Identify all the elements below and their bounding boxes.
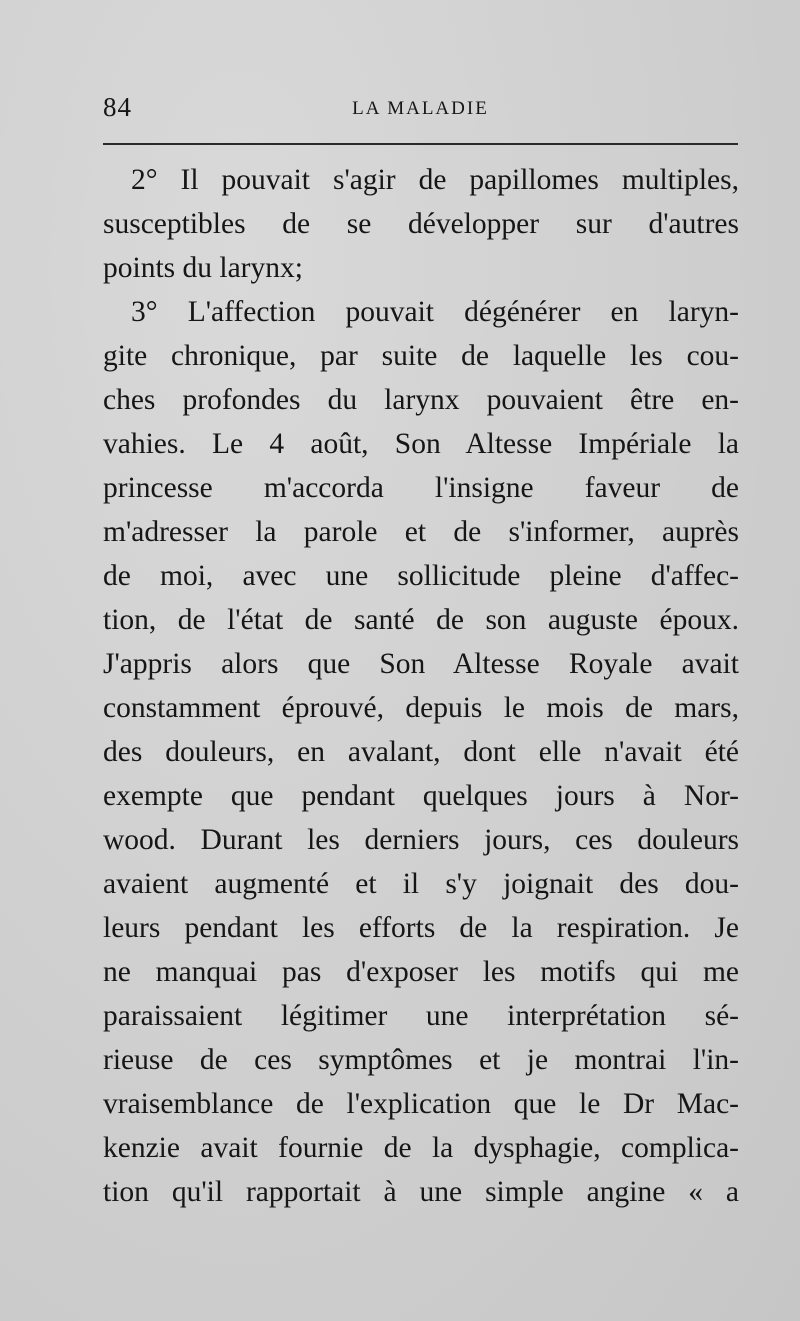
text-line: ches profondes du larynx pouvaient être en- <box>103 384 739 416</box>
text-line: leurs pendant les efforts de la respiration. Je <box>103 912 739 944</box>
text-line: tion qu'il rapportait à une simple angine « a <box>103 1176 739 1208</box>
text-line: tion, de l'état de santé de son auguste époux. <box>103 604 739 636</box>
text-line: J'appris alors que Son Altesse Royale avait <box>103 648 739 680</box>
header-rule <box>103 143 738 145</box>
body-text <box>103 158 739 1214</box>
text-line: 2° Il pouvait s'agir de papillomes multiples, <box>131 164 739 196</box>
running-head: LA MALADIE <box>352 98 489 119</box>
text-line: m'adresser la parole et de s'informer, auprès <box>103 516 739 548</box>
text-line: des douleurs, en avalant, dont elle n'avait été <box>103 736 739 768</box>
text-line: constamment éprouvé, depuis le mois de mars, <box>103 692 739 724</box>
page-header <box>103 92 738 126</box>
text-line: rieuse de ces symptômes et je montrai l'in- <box>103 1044 739 1076</box>
text-line: avaient augmenté et il s'y joignait des dou- <box>103 868 739 900</box>
text-line: vraisemblance de l'explication que le Dr Mac- <box>103 1088 739 1120</box>
text-line: susceptibles de se développer sur d'autres <box>103 208 739 240</box>
text-line: exempte que pendant quelques jours à Nor- <box>103 780 739 812</box>
text-line: wood. Durant les derniers jours, ces douleurs <box>103 824 739 856</box>
text-line: points du larynx; <box>103 252 303 284</box>
text-line: paraissaient légitimer une interprétation sé- <box>103 1000 739 1032</box>
text-line: princesse m'accorda l'insigne faveur de <box>103 472 739 504</box>
text-line: 3° L'affection pouvait dégénérer en laryn- <box>131 296 739 328</box>
text-line: de moi, avec une sollicitude pleine d'affec- <box>103 560 739 592</box>
text-line: vahies. Le 4 août, Son Altesse Impériale la <box>103 428 739 460</box>
text-line: gite chronique, par suite de laquelle les cou- <box>103 340 739 372</box>
page-number: 84 <box>103 92 132 122</box>
text-line: ne manquai pas d'exposer les motifs qui me <box>103 956 739 988</box>
text-line: kenzie avait fournie de la dysphagie, complica- <box>103 1132 739 1164</box>
